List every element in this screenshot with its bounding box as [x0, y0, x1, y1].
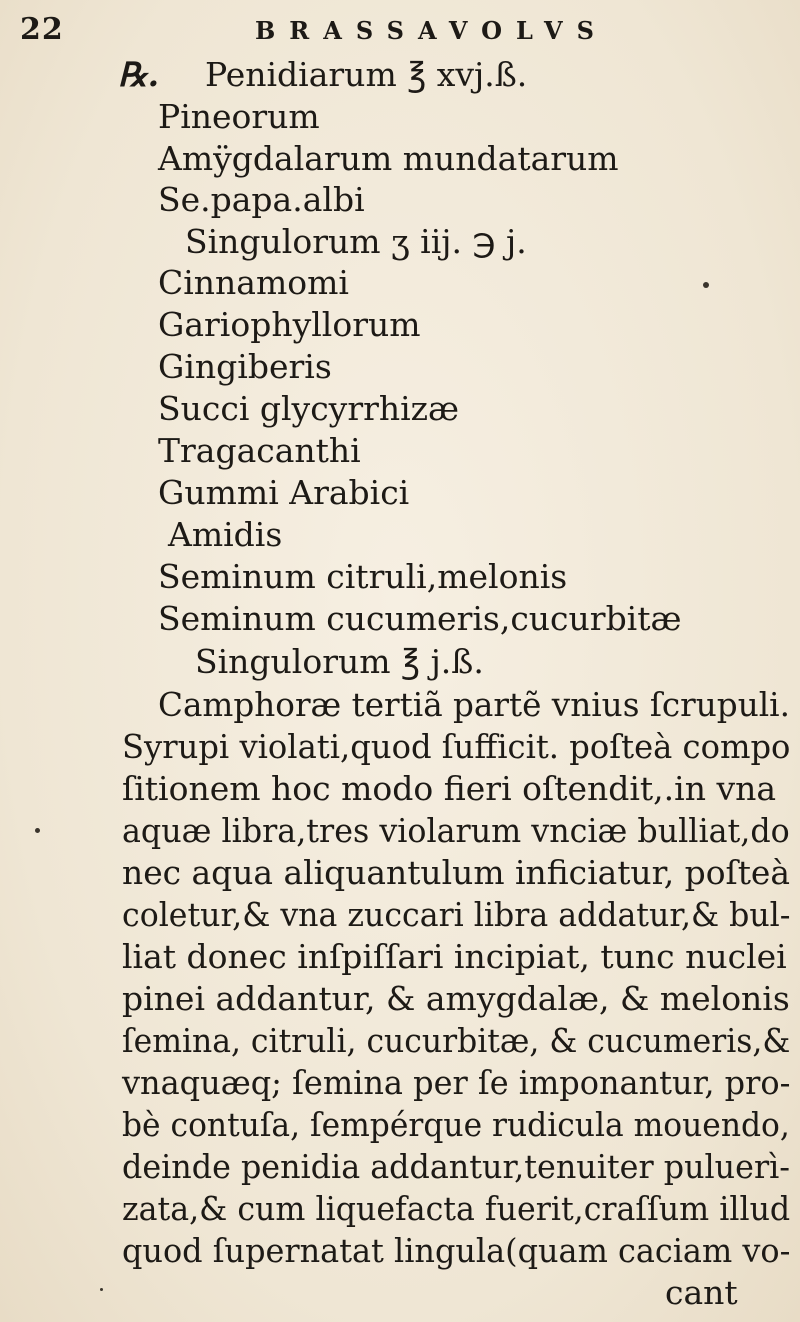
text-line: Se.papa.albi — [158, 180, 365, 219]
text-line: Cinnamomi — [158, 263, 349, 302]
text-line: Penidiarum ℥ xvj.ß. — [205, 55, 528, 94]
text-line: coletur,& vna zuccari libra addatur,& bul- — [122, 895, 791, 934]
text-line: Gingiberis — [158, 347, 332, 386]
text-line: quod ſupernatat lingula(quam caciam vo- — [122, 1231, 791, 1270]
page-number: 22 — [20, 12, 64, 47]
page-header — [0, 12, 800, 48]
ink-spot — [100, 1288, 103, 1291]
text-line: Pineorum — [158, 97, 320, 136]
text-line: Gummi Arabici — [158, 473, 410, 512]
text-line: nec aqua aliquantulum inficiatur, poſteà — [122, 853, 791, 892]
text-line: liat donec inſpiſſari incipiat, tunc nuclei — [122, 937, 787, 976]
text-line: ſemina, citruli, cucurbitæ, & cucumeris,& — [122, 1021, 791, 1060]
text-line: Camphoræ tertiã partẽ vnius ſcrupuli. — [158, 685, 790, 724]
text-line: Amidis — [168, 515, 283, 554]
text-line: ſitionem hoc modo fieri oſtendit,.in vna — [122, 769, 777, 808]
ink-spot — [703, 282, 709, 288]
text-line: bè contuſa, ſempérque rudicula mouendo, — [122, 1105, 790, 1144]
text-line: Amÿgdalarum mundatarum — [158, 139, 619, 178]
text-line: Tragacanthi — [158, 431, 361, 470]
text-line: deinde penidia addantur,tenuiter puluerì- — [122, 1147, 791, 1186]
text-line: cant — [665, 1273, 738, 1312]
running-title: BRASSAVOLVS — [255, 16, 608, 45]
text-line: Gariophyllorum — [158, 305, 421, 344]
text-line: Singulorum ℥ j.ß. — [195, 642, 484, 681]
text-line: aquæ libra,tres violarum vnciæ bulliat,do — [122, 811, 790, 850]
text-line: Syrupi violati,quod ſufficit. poſteà compo — [122, 727, 791, 766]
ink-spot — [35, 828, 40, 833]
text-line: Succi glycyrrhizæ — [158, 389, 460, 428]
prescription-symbol: ℞. — [118, 55, 160, 94]
text-line: vnaquæq; ſemina per ſe imponantur, pro- — [122, 1063, 791, 1102]
text-line: Seminum cucumeris,cucurbitæ — [158, 599, 682, 638]
text-line: pinei addantur, & amygdalæ, & melonis — [122, 979, 790, 1018]
text-line: Singulorum ʒ iij. ℈ j. — [185, 222, 527, 261]
text-line: Seminum citruli,melonis — [158, 557, 568, 596]
text-line: zata,& cum liquefacta fuerit,craſſum illud — [122, 1189, 791, 1228]
